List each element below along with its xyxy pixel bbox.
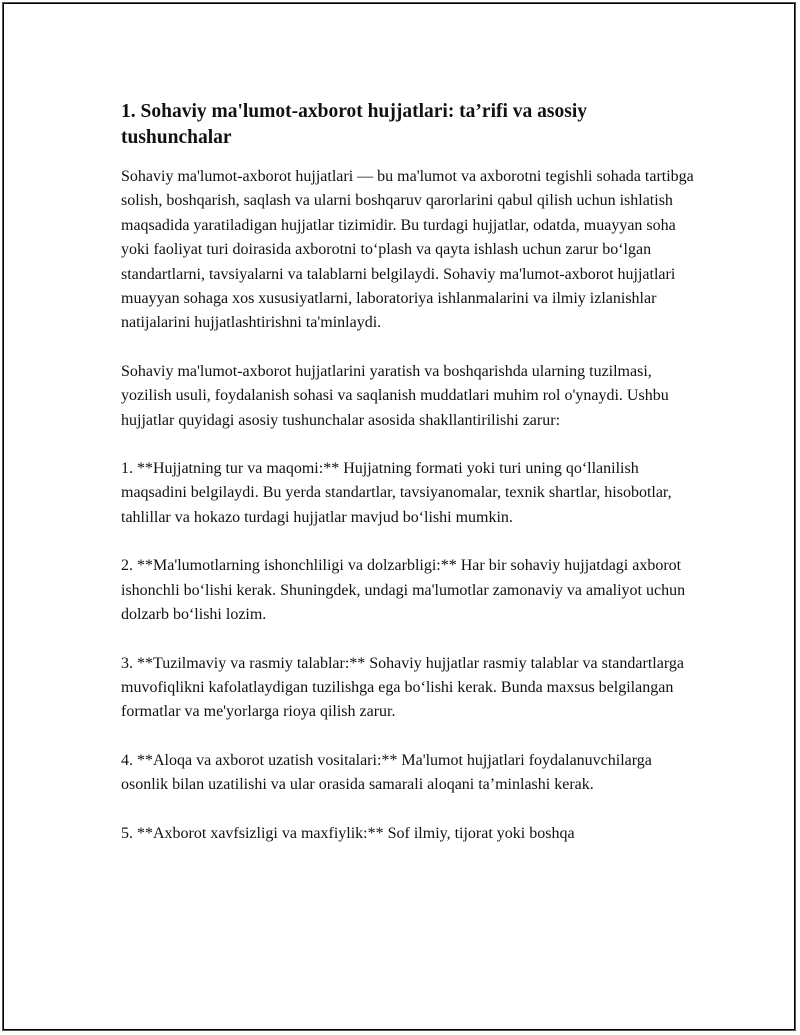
paragraph-intro: Sohaviy ma'lumot-axborot hujjatlari — bu ma'lumot va axborotni tegishli sohada tartibga solish, boshqarish, saqlash va ularni boshqaruv qarorlarini qabul qilish uchun ishlatish maqsadida yaratiladigan hujjatlar tizimidir. Bu turdagi hujjatlar, odatda, muayyan soha yoki faoliyat turi doirasida axborotni to‘plash va qayta ishlash uchun zarur bo‘lgan standartlarni, tavsiyalarni va talablarni belgilaydi. Sohaviy ma'lumot-axborot hujjatlari muayyan sohaga xos xususiyatlarni, laboratoriya ishlanmalarini va ilmiy izlanishlar natijalarini hujjatlashtirishni ta'minlaydi. — [121, 168, 694, 332]
document-title: 1. Sohaviy ma'lumot-axborot hujjatlari: ta’rifi va asosiy tushunchalar — [121, 101, 588, 148]
list-item-1: 1. **Hujjatning tur va maqomi:** Hujjatning formati yoki turi uning qo‘llanilish maqsadini belgilaydi. Bu yerda standartlar, tavsiyanomalar, texnik shartlar, hisobotlar, tahlillar va hokazo turdagi hujjatlar mavjud bo‘lishi mumkin. — [121, 460, 672, 526]
list-item-4: 4. **Aloqa va axborot uzatish vositalari:** Ma'lumot hujjatlari foydalanuvchilarga osonlik bilan uzatilishi va ular orasida samarali aloqani ta’minlashi kerak. — [121, 751, 652, 794]
document-body — [121, 99, 701, 870]
list-item-2: 2. **Ma'lumotlarning ishonchliligi va dolzarbligi:** Har bir sohaviy hujjatdagi axborot ishonchli bo‘lishi kerak. Shuningdek, undagi ma'lumotlar zamonaviy va amaliyot uchun dolzarb bo‘lishi lozim. — [121, 557, 686, 624]
document-page — [3, 3, 795, 1030]
list-item-5: 5. **Axborot xavfsizligi va maxfiylik:** Sof ilmiy, tijorat yoki boshqa — [121, 824, 575, 842]
paragraph-concepts: Sohaviy ma'lumot-axborot hujjatlarini yaratish va boshqarishda ularning tuzilmasi, yozilish usuli, foydalanish sohasi va saqlanish muddatlari muhim rol o'ynaydi. Ushbu hujjatlar quyidagi asosiy tushunchalar asosida shakllantirilishi zarur: — [121, 362, 669, 429]
list-item-3: 3. **Tuzilmaviy va rasmiy talablar:** Sohaviy hujjatlar rasmiy talablar va standartlarga muvofiqlikni kafolatlaydigan tuzilishga ega bo‘lishi kerak. Bunda maxsus belgilangan formatlar va me'yorlarga rioya qilish zarur. — [121, 654, 684, 721]
